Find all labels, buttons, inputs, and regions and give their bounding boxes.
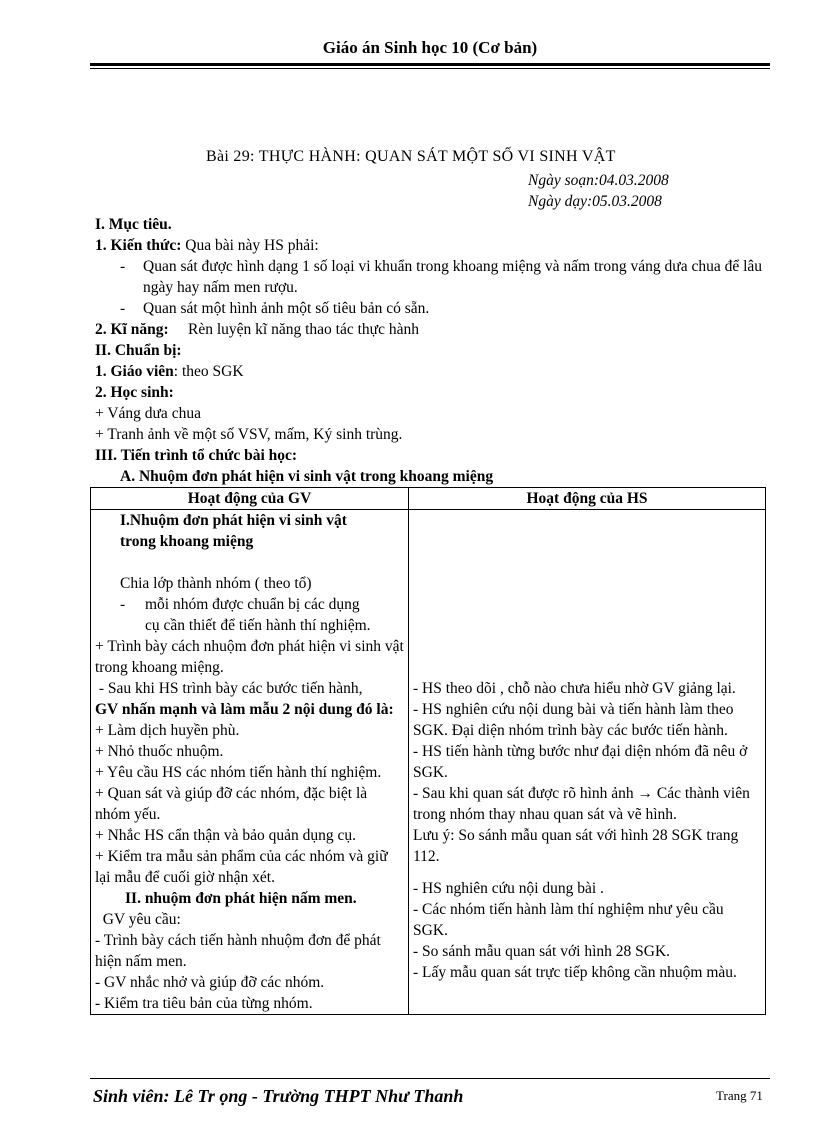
gv-line: + Nhỏ thuốc nhuộm.	[95, 743, 224, 760]
hs-line: - HS nghiên cứu nội dung bài và tiến hành làm theo SGK. Đại diện nhóm trình bày các bước tiến hành.	[413, 701, 734, 739]
gv-line: + Trình bày cách nhuộm đơn phát hiện vi sinh vật trong khoang miệng.	[95, 638, 404, 676]
knowledge-item	[95, 256, 770, 298]
footer-rule	[90, 1078, 770, 1079]
footer-page-number: Trang 71	[716, 1088, 763, 1103]
gv-line: - Trình bày cách tiến hành nhuộm đơn để phát hiện nấm men.	[95, 932, 381, 970]
gv-line: Chia lớp thành nhóm ( theo tổ)	[120, 575, 312, 592]
knowledge-label: 1. Kiến thức:	[95, 237, 182, 254]
dash-marker: -	[120, 300, 126, 317]
header-rule-thin	[90, 68, 770, 69]
knowledge-item-text: Quan sát được hình dạng 1 số loại vi khuẩn trong khoang miệng và nấm trong váng dưa chua để lâu ngày hay nấm men rượu.	[143, 258, 763, 296]
knowledge-item-text: Quan sát một hình ảnh một số tiêu bản có sẵn.	[143, 300, 430, 317]
gv-line: + Kiểm tra mẫu sản phẩm của các nhóm và giữ lại mẫu để cuối giờ nhận xét.	[95, 848, 388, 886]
student-item: + Tranh ảnh về một số VSV, mấm, Ký sinh trùng.	[95, 426, 403, 443]
date-prepared: Ngày soạn:04.03.2008	[528, 172, 669, 189]
knowledge-item	[95, 298, 770, 319]
gv-line: GV nhấn mạnh và làm mẫu 2 nội dung đó là:	[95, 701, 394, 718]
gv-line: + Quan sát và giúp đỡ các nhóm, đặc biệt là nhóm yếu.	[95, 785, 368, 823]
teacher-line	[95, 361, 770, 382]
dash-marker: -	[120, 258, 126, 275]
objectives-heading: I. Mục tiêu.	[95, 216, 172, 233]
hs-line: - Các nhóm tiến hành làm thí nghiệm như yêu cầu SGK.	[413, 901, 724, 939]
skill-text: Rèn luyện kĩ năng thao tác thực hành	[168, 321, 419, 338]
column-header-gv: Hoạt động của GV	[91, 488, 409, 510]
teacher-activity-cell	[91, 510, 409, 1015]
gv-line: + Yêu cầu HS các nhóm tiến hành thí nghiệm.	[95, 764, 382, 781]
hs-line: Lưu ý: So sánh mẫu quan sát với hình 28 SGK trang 112.	[413, 827, 739, 865]
skill-label: 2. Kĩ năng:	[95, 321, 169, 338]
hs-line: - So sánh mẫu quan sát với hình 28 SGK.	[413, 943, 671, 960]
header-rule-thick	[90, 63, 770, 66]
gv-line: - GV nhắc nhở và giúp đỡ các nhóm.	[95, 974, 325, 991]
gv-line: - Sau khi HS trình bày các bước tiến hành,	[95, 680, 363, 697]
table-header-row	[91, 488, 766, 510]
gv-line-text: mỗi nhóm được chuẩn bị các dụng	[145, 596, 360, 613]
hs-line: - Sau khi quan sát được rõ hình ảnh → Các thành viên trong nhóm thay nhau quan sát và vẽ hình.	[413, 785, 750, 823]
student-activity-cell	[409, 510, 766, 1015]
activity-table	[90, 487, 766, 1015]
table-row	[91, 510, 766, 1015]
preparation-heading: II. Chuẩn bị:	[95, 342, 182, 359]
lesson-number: Bài 29:	[206, 148, 259, 165]
lesson-body	[95, 214, 770, 487]
student-label: 2. Học sinh:	[95, 384, 174, 401]
gv-section-heading: I.Nhuộm đơn phát hiện vi sinh vật	[120, 512, 347, 529]
date-taught: Ngày dạy:05.03.2008	[528, 193, 662, 210]
footer-author: Sinh viên: Lê Tr ọng - Trường THPT Như Thanh	[93, 1086, 464, 1106]
gv-line: GV yêu cầu:	[95, 911, 181, 928]
teacher-label: 1. Giáo viên	[95, 363, 174, 380]
hs-line: - Lấy mẫu quan sát trực tiếp không cần nhuộm màu.	[413, 964, 737, 981]
teacher-text: : theo SGK	[173, 363, 244, 380]
gv-line: - Kiểm tra tiêu bản của từng nhóm.	[95, 995, 313, 1012]
procedure-heading: III. Tiến trình tổ chức bài học:	[95, 447, 298, 464]
hs-line: - HS tiến hành từng bước như đại diện nhóm đã nêu ở SGK.	[413, 743, 748, 781]
hs-line: - HS theo dõi , chỗ nào chưa hiểu nhờ GV giảng lại.	[413, 680, 736, 697]
gv-section-heading: II. nhuộm đơn phát hiện nấm men.	[125, 890, 357, 907]
column-header-hs: Hoạt động của HS	[409, 488, 766, 510]
gv-section-heading: trong khoang miệng	[120, 533, 254, 550]
section-a-heading: A. Nhuộm đơn phát hiện vi sinh vật trong khoang miệng	[120, 468, 494, 485]
dash-marker: -	[120, 596, 126, 613]
skill-line	[95, 319, 770, 340]
lesson-name: THỰC HÀNH: QUAN SÁT MỘT SỐ VI SINH VẬT	[258, 148, 616, 165]
gv-line: + Nhắc HS cẩn thận và bảo quản dụng cụ.	[95, 827, 356, 844]
student-item: + Váng dưa chua	[95, 405, 201, 422]
gv-line: cụ cần thiết để tiến hành thí nghiệm.	[145, 617, 371, 634]
page-header-title: Giáo án Sinh học 10 (Cơ bản)	[322, 38, 538, 57]
gv-line: + Làm dịch huyền phù.	[95, 722, 240, 739]
gv-line	[95, 594, 404, 615]
knowledge-line	[95, 235, 770, 256]
lesson-title	[206, 148, 616, 166]
knowledge-text: Qua bài này HS phải:	[181, 237, 319, 254]
hs-line: - HS nghiên cứu nội dung bài .	[413, 880, 604, 897]
